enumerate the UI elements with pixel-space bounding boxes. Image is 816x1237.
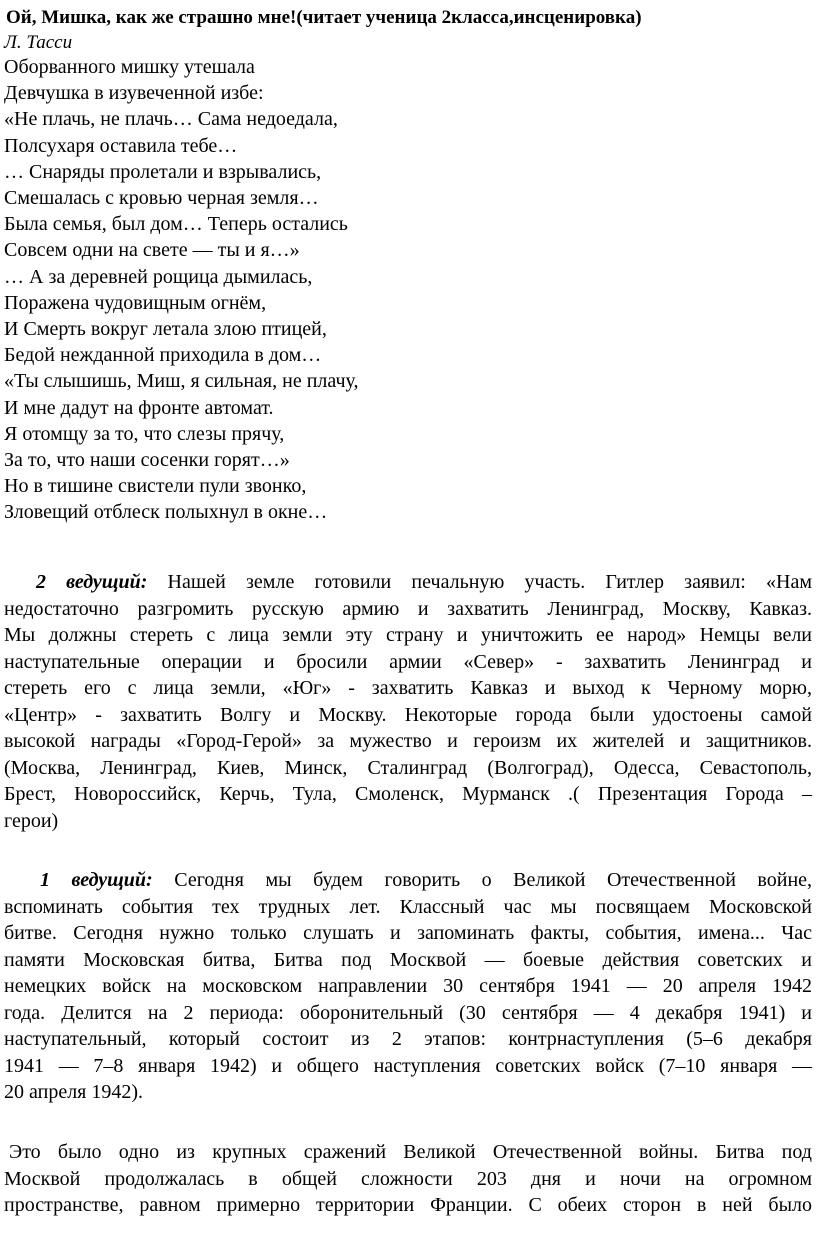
poem-line: Была семья, был дом… Теперь остались: [4, 213, 348, 236]
poem-line: За то, что наши сосенки горят…»: [4, 449, 290, 472]
poem-line: … А за деревней рощица дымилась,: [4, 265, 313, 288]
paragraph-line: 1941 — 7–8 января 1942) и общего наступления советских войск (7–10 января —: [4, 1054, 812, 1077]
paragraph-first-line: Это было одно из крупных сражений Великой Отечественной войны. Битва под: [9, 1141, 812, 1163]
poem-line: Я отомщу за то, что слезы прячу,: [4, 422, 285, 445]
paragraph-text: Сегодня мы будем говорить о Великой Отечественной войне,: [174, 869, 813, 891]
poem-line: «Не плачь, не плачь… Сама недоедала,: [4, 108, 338, 131]
paragraph-line: памяти Московская битва, Битва под Москвой — боевые действия советских и: [4, 948, 812, 971]
poem-line: Бедой нежданной приходила в дом…: [4, 344, 322, 367]
poem-line: Зловещий отблеск полыхнул в окне…: [4, 501, 328, 524]
paragraph-host-1: [4, 867, 812, 1106]
speaker-label: 1 ведущий:: [40, 869, 153, 891]
poem-line: Совсем одни на свете — ты и я…»: [4, 239, 300, 262]
paragraph-line: наступательные операции и бросили армии «Север» - захватить Ленинград и: [4, 650, 812, 673]
paragraph-line: недостаточно разгромить русскую армию и захватить Ленинград, Москву, Кавказ.: [4, 597, 812, 620]
poem-line: Полсухаря оставила тебе…: [4, 134, 238, 157]
poem-line: Смешалась с кровью черная земля…: [4, 187, 319, 210]
poem-line: Поражена чудовищным огнём,: [4, 291, 267, 314]
poem-line: Оборванного мишку утешала: [4, 56, 255, 78]
page-title: Ой, Мишка, как же страшно мне!(читает ученица 2класса,инсценировка): [6, 7, 642, 28]
paragraph-line: герои): [4, 809, 59, 832]
paragraph-line: «Центр» - захватить Волгу и Москву. Некоторые города были удостоены самой: [4, 703, 812, 726]
poem-line: И мне дадут на фронте автомат.: [4, 396, 274, 419]
paragraph-line: наступательный, который состоит из 2 этапов: контрнаступления (5–6 декабря: [4, 1028, 812, 1050]
paragraph-line: стереть его с лица земли, «Юг» - захватить Кавказ и выход к Черному морю,: [4, 677, 812, 699]
poem-line: «Ты слышишь, Миш, я сильная, не плачу,: [4, 370, 359, 393]
paragraph-line: Мы должны стереть с лица земли эту страну и уничтожить ее народ» Немцы вели: [4, 624, 812, 646]
paragraph-first-line: [4, 569, 812, 596]
paragraph-line: Брест, Новороссийск, Керчь, Тула, Смоленск, Мурманск .( Презентация Города –: [4, 783, 812, 805]
paragraph-line: немецких войск на московском направлении 30 сентября 1941 — 20 апреля 1942: [4, 975, 812, 997]
paragraph-line: (Москва, Ленинград, Киев, Минск, Сталинград (Волгоград), Одесса, Севастополь,: [4, 756, 812, 779]
paragraph-text: Нашей земле готовили печальную участь. Гитлер заявил: «Нам: [167, 571, 813, 593]
paragraph-line: высокой награды «Город-Герой» за мужество и героизм их жителей и защитников.: [4, 730, 812, 752]
poem-line: И Смерть вокруг летала злою птицей,: [4, 318, 327, 341]
poem-author: Л. Тасси: [4, 32, 73, 53]
paragraph-line: пространстве, равном примерно территории Франции. С обеих сторон в ней было: [4, 1194, 812, 1216]
poem-line: Но в тишине свистели пули звонко,: [4, 475, 307, 498]
paragraph-line: 20 апреля 1942).: [4, 1081, 144, 1103]
paragraph-moscow-battle: [4, 1139, 812, 1219]
poem: [4, 54, 359, 526]
speaker-label: 2 ведущий:: [36, 571, 148, 593]
paragraph-line: вспоминать события тех трудных лет. Классный час мы посвящаем Московской: [4, 895, 812, 918]
poem-line: … Снаряды пролетали и взрывались,: [4, 160, 322, 183]
paragraph-host-2: [4, 569, 812, 834]
paragraph-line: Москвой продолжалась в общей сложности 203 дня и ночи на огромном: [4, 1167, 812, 1190]
paragraph-line: битве. Сегодня нужно только слушать и запоминать факты, события, имена... Час: [4, 922, 812, 944]
paragraph-first-line: [4, 867, 812, 894]
paragraph-line: года. Делится на 2 периода: оборонительный (30 сентября — 4 декабря 1941) и: [4, 1001, 812, 1024]
poem-line: Девчушка в изувеченной избе:: [4, 82, 264, 105]
